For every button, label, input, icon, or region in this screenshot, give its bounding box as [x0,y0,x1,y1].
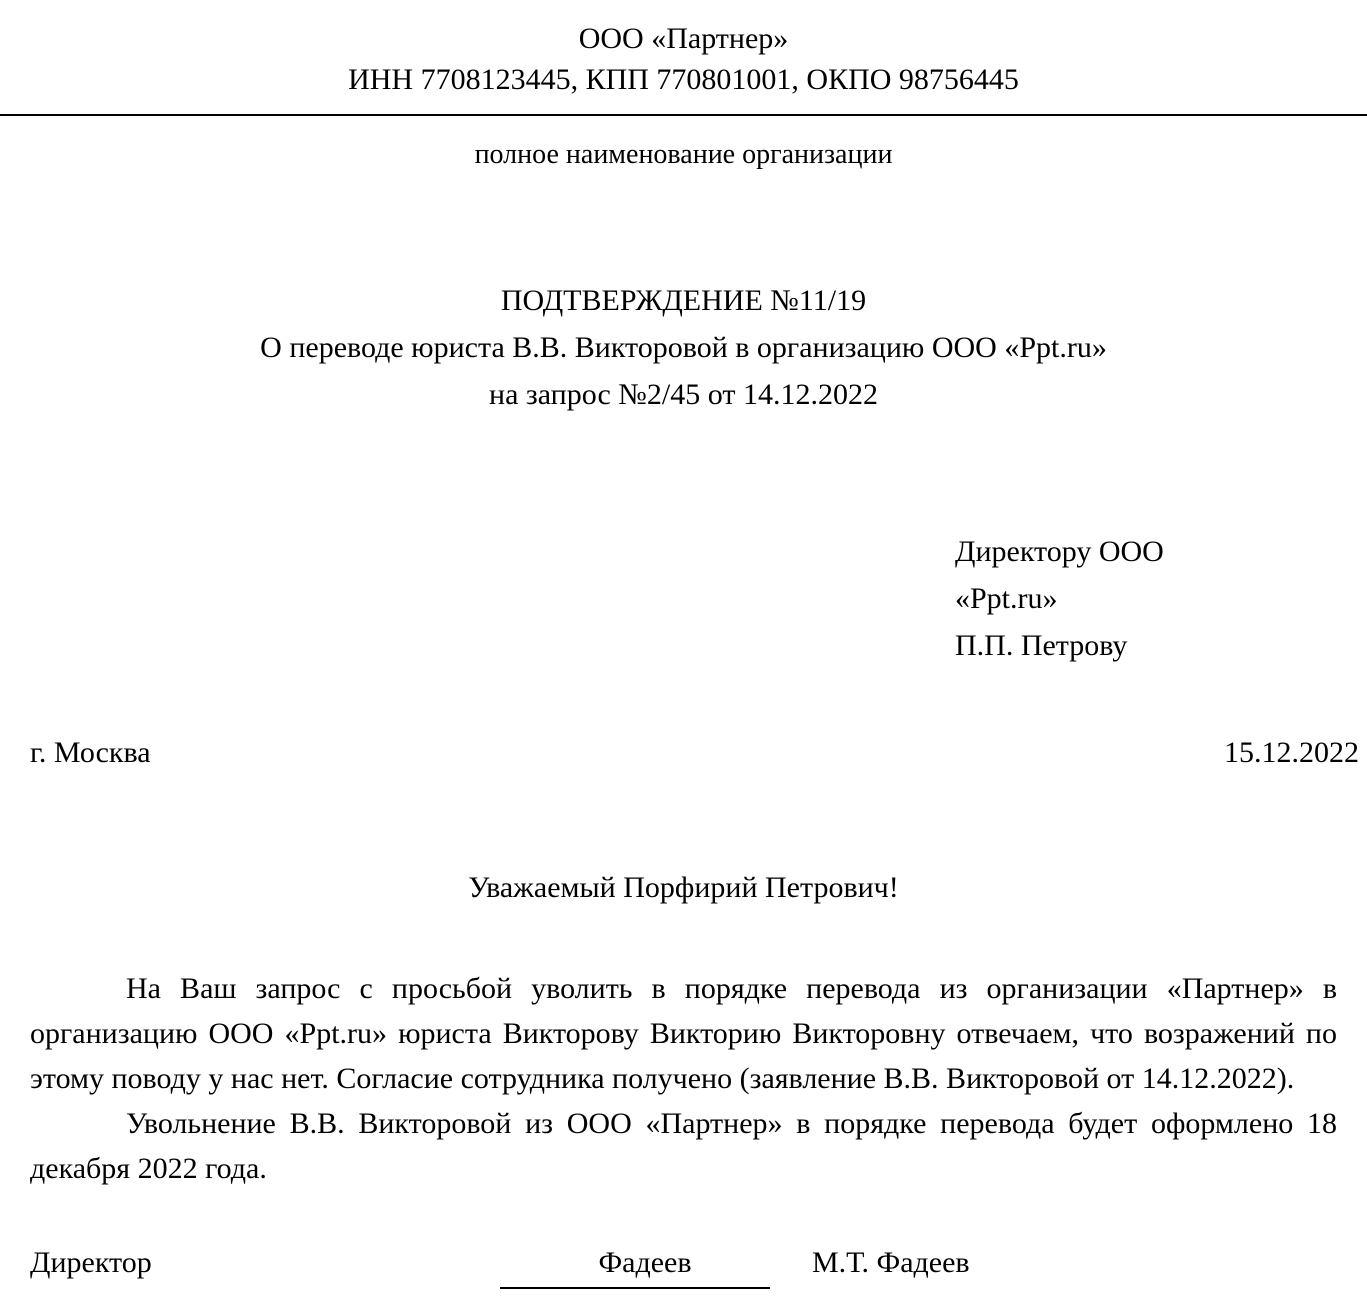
document-header [0,0,1367,100]
signer-role: Директор [30,1246,152,1279]
header-divider [0,114,1367,116]
header-caption: полное наименование организации [474,139,893,170]
signer-name: М.Т. Фадеев [812,1246,970,1279]
document-body [0,966,1367,1191]
place-and-date-row [0,733,1367,773]
document-title [0,277,1367,418]
organization-name: ООО «Партнер» [578,22,789,55]
date-label: 15.12.2022 [1224,736,1359,769]
handwritten-signature: Фадеев [598,1246,692,1279]
title-line-1: ПОДТВЕРЖДЕНИЕ №11/19 [500,284,867,317]
addressee-line-2: «Ppt.ru» [955,582,1058,615]
place-label: г. Москва [30,736,151,769]
addressee-block [0,528,1367,669]
title-line-3: на запрос №2/45 от 14.12.2022 [489,378,878,411]
organization-codes: ИНН 7708123445, КПП 770801001, ОКПО 98756445 [348,63,1019,96]
signature-field [500,1243,790,1289]
signature-rule [500,1287,770,1289]
body-paragraph-2: Увольнение В.В. Викторовой из ООО «Партнер» в порядке перевода будет оформлено 18 декабря 2022 года. [30,1107,1337,1185]
addressee-line-3: П.П. Петрову [955,629,1128,662]
addressee-line-1: Директору ООО [955,535,1164,568]
signature-row [0,1243,1367,1289]
salutation: Уважаемый Порфирий Петрович! [468,871,899,904]
title-line-2: О переводе юриста В.В. Викторовой в организацию ООО «Ppt.ru» [260,331,1107,364]
body-paragraph-1: На Ваш запрос с просьбой уволить в порядке перевода из организации «Партнер» в организацию ООО «Ppt.ru» юриста Викторову Викторию Викторовну отвечаем, что возражений по этому поводу у нас нет. Согласие сотрудника получено (заявление В.В. Викторовой от 14.12.2022). [30,972,1337,1095]
